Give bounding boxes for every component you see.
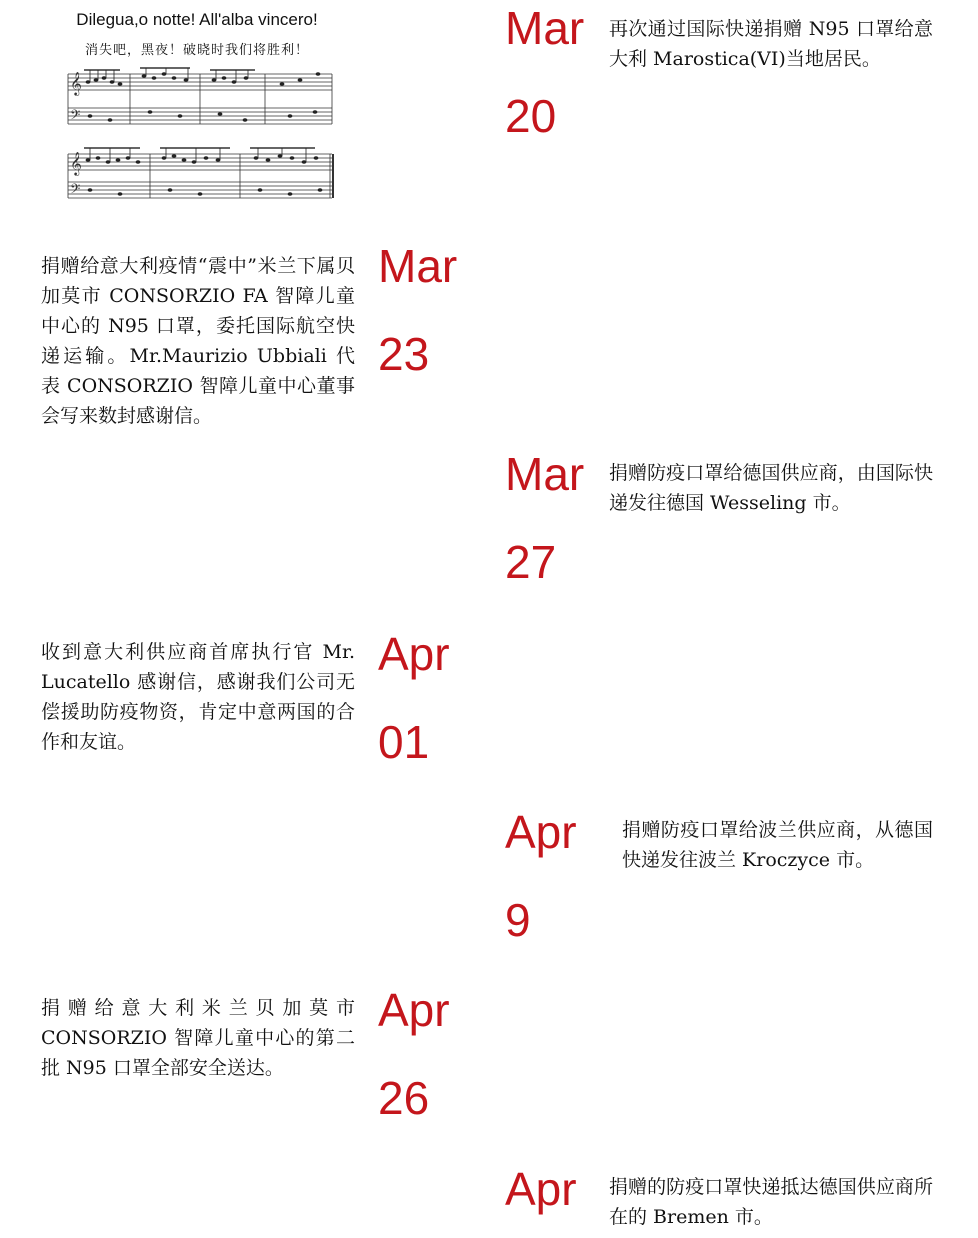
entry-text: 捐赠给意大利米兰贝加莫市 CONSORZIO 智障儿童中心的第二批 N95 口罩全部安全送达。 (41, 997, 355, 1079)
entry-date (378, 966, 488, 1142)
entry-day: 01 (378, 716, 430, 768)
entry-date (378, 222, 488, 398)
entry-month: Mar (505, 2, 585, 54)
entry-month: Apr (378, 628, 450, 680)
entry-date (505, 1145, 615, 1233)
entry-day: 26 (378, 1072, 430, 1124)
entry-text: 再次通过国际快递捐赠 N95 口罩给意大利 Marostica(VI)当地居民。 (609, 18, 933, 70)
svg-text:𝄢: 𝄢 (70, 107, 81, 126)
entry-text: 捐赠的防疫口罩快递抵达德国供应商所在的 Bremen 市。 (609, 1176, 933, 1228)
entry-date (505, 788, 615, 964)
entry-date (505, 0, 615, 160)
music-score-image (52, 6, 342, 211)
svg-text:𝄢: 𝄢 (70, 181, 81, 200)
entry-month: Mar (505, 448, 585, 500)
sheet-music-staves (60, 66, 335, 211)
entry-day: 20 (505, 90, 557, 142)
entry-text: 捐赠防疫口罩给德国供应商，由国际快递发往德国 Wesseling 市。 (609, 462, 933, 514)
entry-text: 捐赠防疫口罩给波兰供应商，从德国快递发往波兰 Kroczyce 市。 (622, 819, 933, 871)
entry-text: 捐赠给意大利疫情“震中”米兰下属贝加莫市 CONSORZIO FA 智障儿童中心的 N95 口罩，委托国际航空快递运输。Mr.Maurizio Ubbiali 代表 CONSORZIO 智障儿童中心董事会写来数封感谢信。 (41, 255, 355, 427)
svg-text:𝄞: 𝄞 (70, 151, 82, 175)
svg-text:𝄞: 𝄞 (70, 71, 82, 95)
entry-month: Apr (505, 806, 577, 858)
entry-date (378, 610, 488, 786)
entry-day: 9 (505, 894, 531, 946)
entry-month: Apr (505, 1163, 577, 1215)
entry-text: 收到意大利供应商首席执行官 Mr. Lucatello 感谢信，感谢我们公司无偿援助防疫物资，肯定中意两国的合作和友谊。 (41, 641, 355, 753)
entry-day: 27 (505, 536, 557, 588)
entry-month: Apr (378, 984, 450, 1036)
score-subtitle: 消失吧，黑夜！破晓时我们将胜利！ (84, 43, 309, 58)
entry-date (505, 430, 615, 606)
entry-day: 23 (378, 328, 430, 380)
score-title: Dilegua,o notte! All'alba vincero! (76, 10, 318, 29)
entry-month: Mar (378, 240, 458, 292)
